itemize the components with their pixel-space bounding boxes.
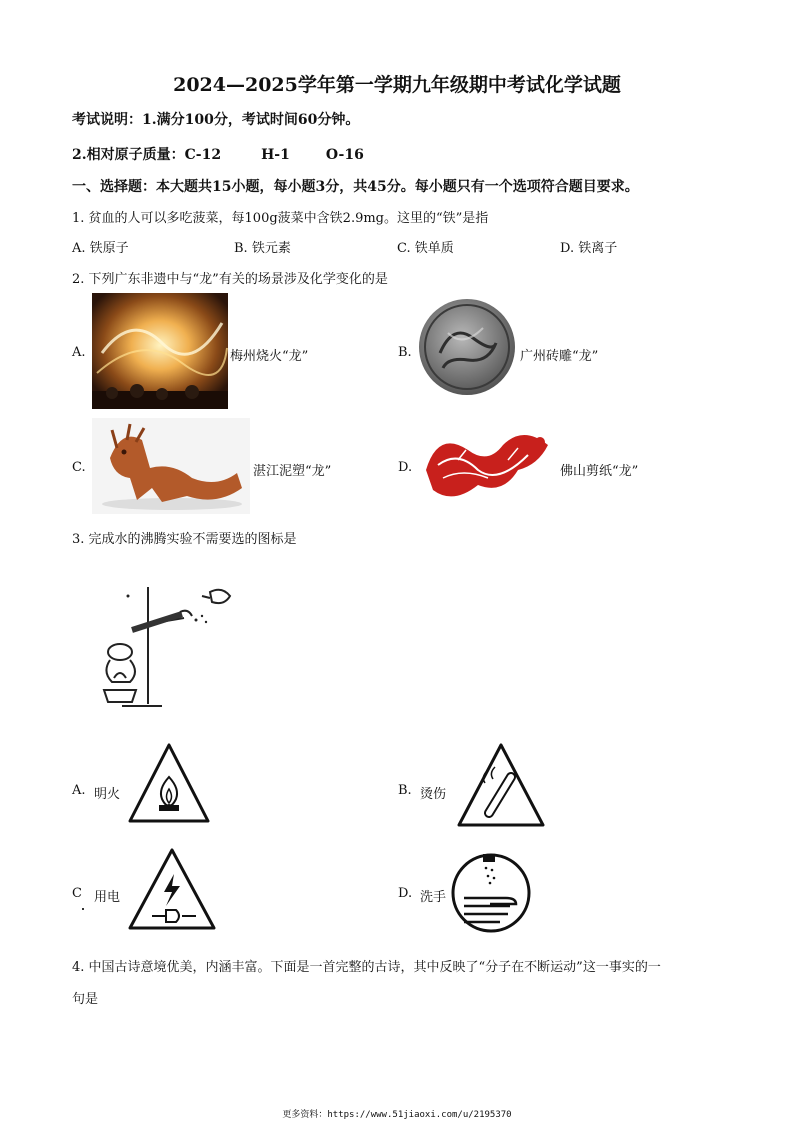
atomic-mass-prefix: 2.相对原子质量： (72, 147, 185, 163)
q3-option-c-caption: 用电 (94, 890, 121, 905)
page-title: 2024—2025学年第一学期九年级期中考试化学试题 (173, 74, 621, 96)
footer-source-link[interactable]: 更多资料：https://www.51jiaoxi.com/u/2195370 (282, 1110, 512, 1120)
clay-dragon-photo (92, 418, 250, 514)
question-1-stem: 1. 贫血的人可以多吃菠菜，每100g菠菜中含铁2.9mg。这里的“铁”是指 (72, 211, 489, 226)
q3-option-d-caption: 洗手 (420, 890, 447, 905)
q3-option-a-letter: A. (72, 783, 86, 798)
exam-instructions-line1: 考试说明：1.满分100分，考试时间60分钟。 (72, 112, 360, 128)
q3-option-d-letter: D. (398, 886, 413, 901)
q1-option-b: B. 铁元素 (234, 241, 291, 256)
atomic-mass-c: C-12 (184, 147, 222, 163)
fire-dragon-photo (92, 293, 228, 409)
paper-cut-dragon-photo (418, 420, 556, 512)
q1-option-d: D. 铁离子 (560, 241, 618, 256)
q2-option-a-caption: 梅州烧火“龙” (230, 349, 309, 364)
q2-option-a-letter: A. (72, 345, 86, 360)
brick-carving-dragon-photo (418, 298, 516, 396)
q3-option-a-caption: 明火 (94, 787, 121, 802)
q2-option-d-caption: 佛山剪纸“龙” (560, 464, 639, 479)
stray-dot (82, 908, 84, 910)
boiling-water-apparatus-diagram (92, 582, 244, 714)
q3-option-c-letter: C (72, 886, 82, 901)
electricity-icon (126, 846, 218, 932)
hot-surface-icon (455, 741, 547, 829)
q3-option-b-caption: 烫伤 (420, 787, 447, 802)
q1-option-c: C. 铁单质 (397, 241, 454, 256)
atomic-mass-line (72, 144, 364, 164)
q2-option-c-letter: C. (72, 460, 86, 475)
section-heading: 一、选择题：本大题共15小题，每小题3分，共45分。每小题只有一个选项符合题目要求。 (72, 179, 639, 195)
atomic-mass-h: H-1 (261, 147, 290, 163)
question-4-stem-line1: 4. 中国古诗意境优美，内涵丰富。下面是一首完整的古诗，其中反映了“分子在不断运动”这一事实的一 (72, 960, 661, 975)
wash-hands-icon (450, 848, 532, 936)
open-flame-icon (126, 741, 212, 825)
question-3-stem: 3. 完成水的沸腾实验不需要选的图标是 (72, 532, 297, 547)
q1-option-a: A. 铁原子 (72, 241, 129, 256)
question-2-stem: 2. 下列广东非遗中与“龙”有关的场景涉及化学变化的是 (72, 272, 388, 287)
q2-option-b-letter: B. (398, 345, 412, 360)
question-4-stem-line2: 句是 (72, 992, 99, 1007)
q3-option-b-letter: B. (398, 783, 412, 798)
q2-option-b-caption: 广州砖雕“龙” (520, 349, 599, 364)
q2-option-d-letter: D. (398, 460, 413, 475)
q2-option-c-caption: 湛江泥塑“龙” (253, 464, 332, 479)
atomic-mass-o: O-16 (325, 147, 364, 163)
